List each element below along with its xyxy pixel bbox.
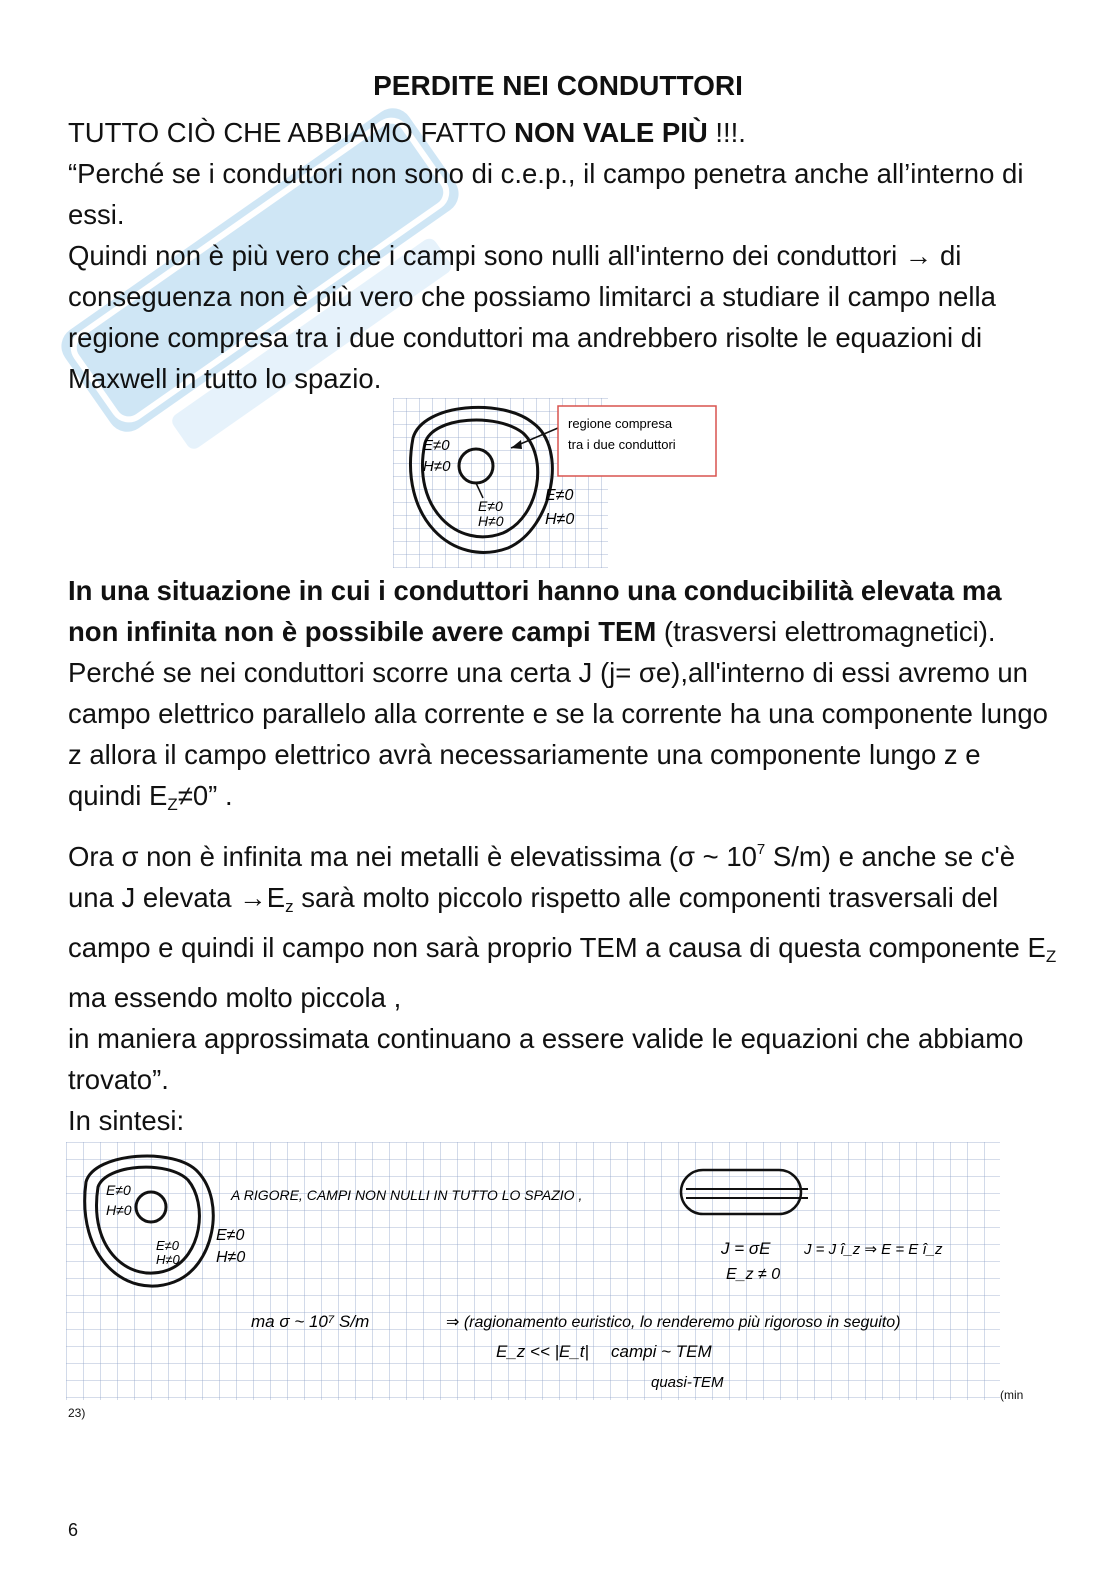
page-title: PERDITE NEI CONDUTTORI	[373, 70, 743, 101]
body-block	[68, 570, 1058, 1141]
figure-conductors-sketch	[393, 398, 723, 568]
fig1-label-h-inner: H≠0	[478, 513, 504, 529]
fig1-label-e-out: E≠0	[545, 487, 574, 504]
paragraph-1: “Perché se i conduttori non sono di c.e.p., il campo penetra anche all’interno di essi.	[68, 158, 1024, 230]
fig2-label-e-outer: E≠0	[106, 1182, 131, 1198]
paragraph-6: in maniera approssimata continuano a essere valide le equazioni che abbiamo trovato”.	[68, 1023, 1024, 1095]
intro-line: TUTTO CIÒ CHE ABBIAMO FATTO NON VALE PIÙ !!!.	[68, 117, 746, 148]
note-ez-small: E_z << |E_t|	[496, 1342, 589, 1361]
paragraph-4: Perché se nei conduttori scorre una certa J (j= σe),all'interno di essi avremo un campo elettrico parallelo alla corrente e se la corrente ha una componente lungo z allora il campo elettrico avrà necessariamente una componente lungo z e quindi $E_Z\ne 0$” .	[68, 657, 1048, 814]
fig2-label-e-inner: E≠0	[156, 1238, 180, 1253]
timestamp-ref-start: (min	[1000, 1388, 1024, 1402]
timestamp-ref-end: 23)	[68, 1406, 86, 1420]
fig2-label-e-out: E≠0	[216, 1227, 245, 1244]
paragraph-7: In sintesi:	[68, 1105, 185, 1136]
callout-line-2: tra i due conduttori	[568, 437, 676, 452]
eq-ez-nonzero: E_z ≠ 0	[726, 1266, 781, 1283]
intro-block	[68, 112, 1058, 399]
eq-j-sigma-e: J = σE	[721, 1239, 771, 1258]
paragraph-5: Ora σ non è infinita ma nei metalli è elevatissima (σ ~ $10^7$ S/m) e anche se c'è una J elevata $\to E_z$ sarà molto piccolo rispetto alle componenti trasversali del campo e quindi il campo non sarà proprio TEM a causa di questa componente $E_Z$ ma essendo molto piccola ,	[68, 841, 1057, 1013]
note-rigore: A RIGORE, CAMPI NON NULLI IN TUTTO LO SPAZIO ,	[231, 1187, 583, 1203]
fig1-label-h-out: H≠0	[545, 511, 575, 528]
page-number: 6	[68, 1520, 79, 1540]
note-campi-tem: campi ~ TEM	[611, 1342, 712, 1361]
fig1-label-e-outer: E≠0	[423, 437, 450, 454]
fig1-label-e-inner: E≠0	[478, 498, 503, 514]
fig2-label-h-inner: H≠0	[156, 1252, 180, 1267]
note-sigma: ma σ ~ 10⁷ S/m	[251, 1312, 370, 1331]
callout-line-1: regione compresa	[568, 416, 673, 431]
figure-summary-notes	[66, 1142, 1000, 1400]
note-heuristic: ⇒ (ragionamento euristico, lo renderemo più rigoroso in seguito)	[446, 1314, 901, 1331]
fig2-label-h-out: H≠0	[216, 1249, 246, 1266]
eq-j-direction: J = J î_z ⇒ E = E î_z	[804, 1241, 943, 1258]
fig2-label-h-outer: H≠0	[106, 1202, 132, 1218]
fig1-label-h-outer: H≠0	[423, 458, 451, 475]
paragraph-3: In una situazione in cui i conduttori hanno una conducibilità elevata ma non infinita non è possibile avere campi TEM (trasversi elettromagnetici).	[68, 575, 1002, 647]
note-quasi-tem: quasi-TEM	[651, 1374, 724, 1391]
paragraph-2: Quindi non è più vero che i campi sono nulli all'interno dei conduttori → di conseguenza non è più vero che possiamo limitarci a studiare il campo nella regione compresa tra i due conduttori ma andrebbero risolte le equazioni di Maxwell in tutto lo spazio.	[68, 240, 996, 394]
